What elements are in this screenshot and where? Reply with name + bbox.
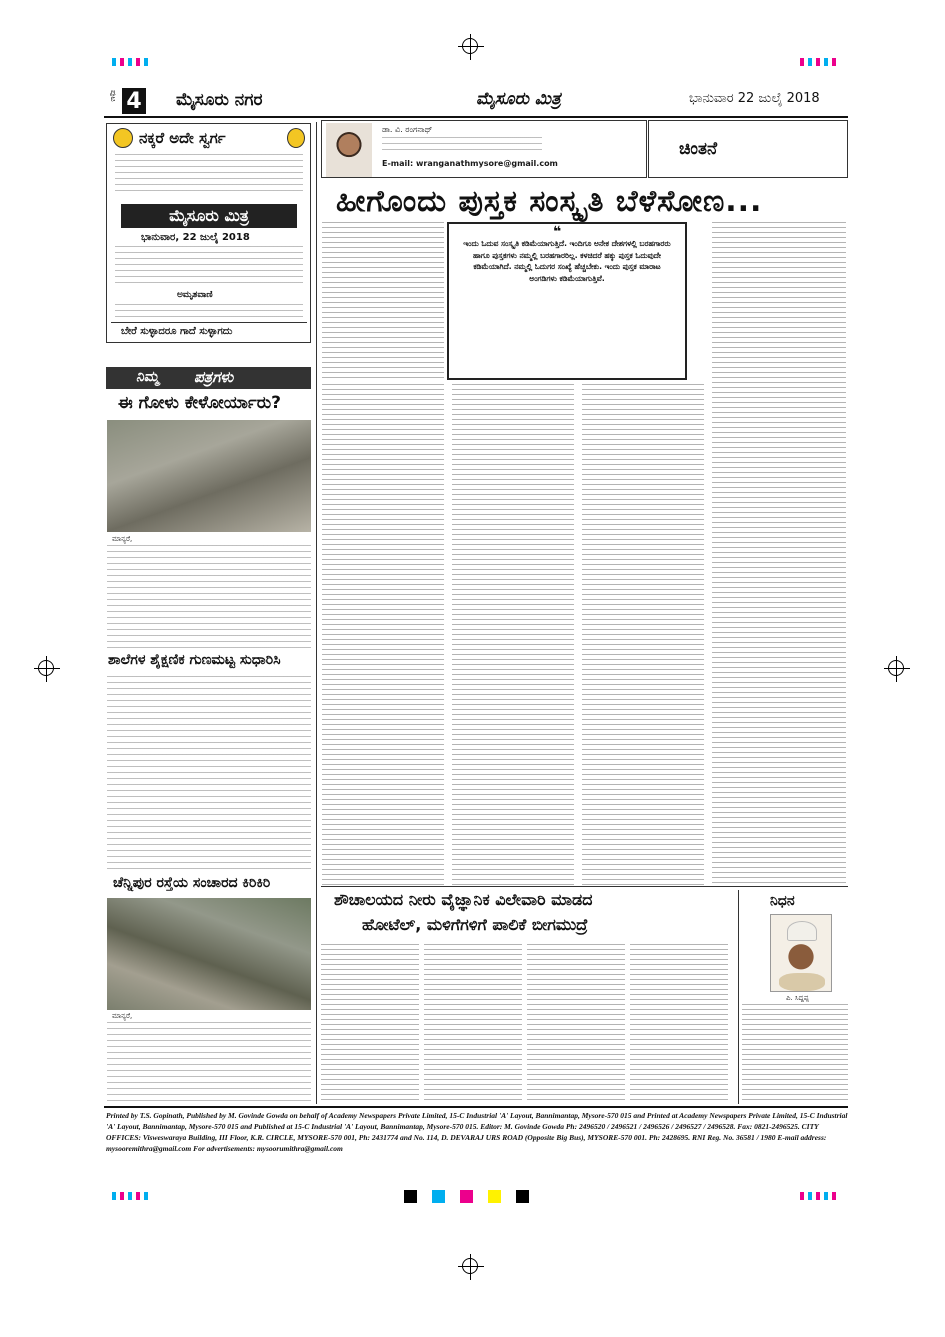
column-name-box (648, 120, 848, 178)
registration-mark-bottom (462, 1258, 478, 1274)
issue-date: ಭಾನುವಾರ 22 ಜುಲೈ 2018 (689, 91, 820, 106)
obituary-title: ನಿಧನ (770, 893, 795, 909)
letters-banner (106, 367, 311, 389)
opinion-col3 (582, 384, 704, 886)
paper-name: ಮೈಸೂರು ಮಿತ್ರ (476, 89, 561, 109)
joke-box-title: ನಕ್ಕರೆ ಅದೇ ಸ್ವರ್ಗ (139, 129, 226, 147)
letter1-photo (107, 420, 311, 532)
author-designation (382, 137, 542, 155)
laugh-icon (113, 128, 133, 148)
opinion-headline: ಹೀಗೊಂದು ಪುಸ್ತಕ ಸಂಸ್ಕೃತಿ ಬೆಳೆಸೋಣ... (336, 184, 763, 219)
letter1-headline: ಈ ಗೋಳು ಕೇಳೋರ್ಯಾರು? (118, 393, 282, 413)
obituary-photo (770, 914, 832, 992)
color-swatch-magenta (460, 1190, 473, 1203)
obituary-separator (738, 890, 739, 1104)
letters-banner-b: ಪತ್ರಗಳು (194, 368, 234, 386)
author-photo (326, 123, 372, 177)
page-number: 4 (122, 88, 146, 114)
letter2-headline: ಶಾಲೆಗಳ ಶೈಕ್ಷಣಿಕ ಗುಣಮಟ್ಟ ಸುಧಾರಿಸಿ (108, 652, 281, 668)
news-col1 (321, 944, 419, 1104)
publication-info (115, 246, 303, 286)
opinion-col4 (712, 222, 846, 886)
amrutavani-title: ಅಮೃತವಾಣಿ (177, 290, 213, 300)
header-rule (104, 116, 848, 118)
color-swatch-black-2 (516, 1190, 529, 1203)
mini-masthead-date: ಭಾನುವಾರ, 22 ಜುಲೈ 2018 (141, 232, 250, 243)
obituary-body (742, 1004, 848, 1104)
letter3-photo (107, 898, 311, 1010)
pullquote-box (447, 222, 687, 380)
letter3-headline: ಚೆನ್ನಿಪುರ ರಸ್ತೆಯ ಸಂಚಾರದ ಕಿರಿಕಿರಿ (113, 875, 271, 891)
news-col2 (424, 944, 522, 1104)
opinion-col1-top (322, 222, 444, 380)
letter1-caption: ಮಾನ್ಯರೆ, (112, 535, 133, 543)
letter2-body (107, 676, 311, 872)
opinion-col1 (322, 384, 444, 886)
corner-dots-top-left (112, 58, 152, 66)
laugh-icon-right (287, 128, 305, 148)
registration-mark-right (888, 660, 904, 676)
column-name: ಚಿಂತನೆ (679, 139, 718, 159)
news-headline-line2: ಹೋಟೆಲ್, ಮಳಿಗೆಗಳಿಗೆ ಪಾಲಿಕೆ ಬೀಗಮುದ್ರೆ (362, 915, 588, 934)
turban-shape (787, 921, 817, 941)
section-title: ಮೈಸೂರು ನಗರ (176, 90, 263, 110)
letter3-caption: ಮಾನ್ಯರೆ, (112, 1012, 133, 1020)
footer-rule (104, 1106, 848, 1108)
mini-masthead: ಮೈಸೂರು ಮಿತ್ರ (121, 204, 297, 228)
page-header (104, 88, 849, 114)
joke-text (115, 154, 303, 196)
amrutavani-text (115, 304, 303, 318)
corner-dots-top-right (800, 58, 840, 66)
opinion-bottom-rule (321, 886, 848, 887)
garland-shape (779, 973, 825, 991)
news-col3 (527, 944, 625, 1104)
color-swatch-cyan (432, 1190, 445, 1203)
page-label: ಪುಟ (108, 90, 118, 112)
corner-dots-right (800, 1192, 840, 1200)
proverb-box (111, 322, 307, 340)
obituary-name: ಪಿ. ಸಿದ್ದಪ್ಪ (786, 994, 809, 1002)
registration-mark-top-left (462, 38, 478, 54)
column-separator (316, 122, 317, 1104)
letter3-body (107, 1022, 311, 1102)
quote-mark: ❝ (553, 224, 562, 240)
joke-box (106, 123, 311, 343)
author-email: E-mail: wranganathmysore@gmail.com (382, 159, 558, 168)
letter1-body (107, 545, 311, 650)
pullquote-text: ಇಂದು ಓದುವ ಸಂಸ್ಕೃತಿ ಕಡಿಮೆಯಾಗುತ್ತಿದೆ. ಇಂದಿಗೂ ಅನೇಕ ದೇಶಗಳಲ್ಲಿ ಬರಹಗಾರರು ಹಾಗೂ ಪುಸ್ತಕಗಳು ನಮ್ಮಲ್ಲಿ ಬರಹಗಾರರಿಲ್ಲ. ಕಳಚಿದರೆ ಹಕ್ಕು ಪುಸ್ತಕ ಓದುವುದೇ ಕಡಿಮೆಯಾಗಿದೆ. ನಮ್ಮಲ್ಲಿ ಓದುಗರ ಸಂಖ್ಯೆ ಹೆಚ್ಚಬೇಕು. ಇಂದು ಪುಸ್ತಕ ಮಾರಾಟ ಅಂಗಡಿಗಳು ಕಡಿಮೆಯಾಗುತ್ತಿವೆ. (463, 239, 671, 283)
letters-banner-a: ನಿಮ್ಮ (136, 369, 160, 385)
color-swatch-yellow (488, 1190, 501, 1203)
corner-dots-left (112, 1192, 152, 1200)
registration-mark-left (38, 660, 54, 676)
proverb: ಬೇರೆ ಸುಳ್ಳಾದರೂ ಗಾದೆ ಸುಳ್ಳಾಗದು (121, 326, 233, 337)
opinion-col2 (452, 384, 574, 886)
news-col4 (630, 944, 728, 1104)
footer-imprint: Printed by T.S. Gopinath, Published by M. Govinde Gowda on behalf of Academy Newspapers Private Limited, 15-C Industrial 'A' Layout, Bannimantap, Mysore-570 015 and Printed at Academy Newspapers Private Limited, 15-C Industrial 'A' Layout, Bannimantap, Mysore-570 015 and Published at 15-C Industrial 'A' Layout, Bannimantap, Mysore-570 015. Editor: M. Govinde Gowda Ph: 2496520 / 2496521 / 2496526 / 2496527 / 2496528. Fax: 0821-2496525. CITY OFFICES: Visweswaraya Building, III Floor, K.R. CIRCLE, MYSORE-570 001, Ph: 2431774 and No. 114, D. DEVARAJ URS ROAD (Opposite Big Bus), MYSORE-570 001. Ph: 2428695. RNI Reg. No. 36581 / 1980 E-mail address: mysooremithra@gmail.com For advertisements: mysoorumithra@gmail.com (106, 1111, 848, 1153)
color-swatch-black (404, 1190, 417, 1203)
author-name: ಡಾ. ವಿ. ರಂಗನಾಥ್ (382, 125, 433, 134)
opinion-author-box (321, 120, 647, 178)
news-headline-line1: ಶೌಚಾಲಯದ ನೀರು ವೈಜ್ಞಾನಿಕ ವಿಲೇವಾರಿ ಮಾಡದ (334, 890, 593, 909)
